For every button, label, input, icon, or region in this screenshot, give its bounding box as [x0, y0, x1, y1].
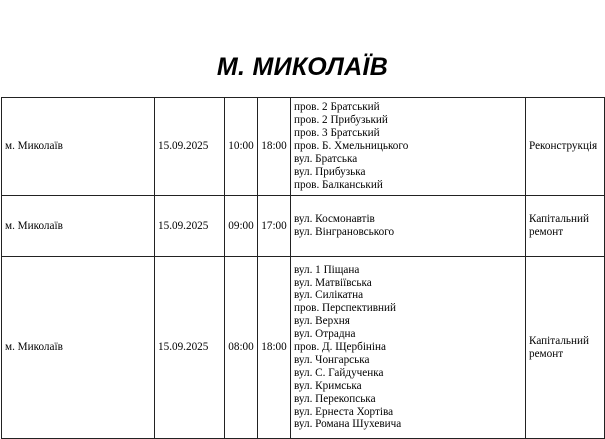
date-cell: 15.09.2025: [155, 98, 225, 196]
street-item: вул. С. Гайдученка: [294, 366, 384, 379]
table-body: [2, 98, 605, 439]
street-item: вул. 1 Піщана: [294, 263, 360, 276]
street-item: пров. Перспективний: [294, 302, 397, 315]
end-time-cell: 18:00: [258, 257, 291, 439]
street-item: вул. Перекопська: [294, 392, 376, 405]
work-type-cell: Капітальний ремонт: [526, 196, 605, 257]
start-time-cell: 10:00: [225, 98, 258, 196]
city-cell: м. Миколаїв: [2, 196, 155, 257]
street-item: пров. 2 Прибузький: [294, 114, 388, 127]
start-time-cell: 09:00: [225, 196, 258, 257]
streets-cell: [291, 196, 526, 257]
street-item: пров. 2 Братський: [294, 101, 380, 114]
end-time-cell: 18:00: [258, 98, 291, 196]
date-cell: 15.09.2025: [155, 257, 225, 439]
street-item: вул. Братська: [294, 152, 358, 165]
work-type-cell: Реконструкція: [526, 98, 605, 196]
street-item: пров. 3 Братський: [294, 127, 380, 140]
street-item: вул. Прибузька: [294, 165, 366, 178]
table-row: [2, 98, 605, 196]
street-item: пров. Балканський: [294, 178, 383, 191]
page-title: М. МИКОЛАЇВ: [216, 53, 389, 81]
street-item: вул. Чонгарська: [294, 353, 370, 366]
start-time-cell: 08:00: [225, 257, 258, 439]
street-item: вул. Верхня: [294, 315, 350, 328]
city-cell: м. Миколаїв: [2, 257, 155, 439]
work-type-cell: Капітальний ремонт: [526, 257, 605, 439]
street-item: вул. Отрадна: [294, 328, 356, 341]
street-item: вул. Вінграновського: [294, 226, 395, 238]
city-cell: м. Миколаїв: [2, 98, 155, 196]
street-item: пров. Д. Щербініна: [294, 341, 386, 354]
outage-schedule-table: [1, 97, 605, 439]
street-item: вул. Матвіївська: [294, 276, 372, 289]
streets-cell: [291, 98, 526, 196]
street-item: вул. Космонавтів: [294, 213, 375, 226]
end-time-cell: 17:00: [258, 196, 291, 257]
street-item: вул. Ернеста Хортіва: [294, 405, 394, 418]
street-item: вул. Силікатна: [294, 289, 364, 302]
street-item: пров. Б. Хмельницького: [294, 140, 409, 153]
street-item: вул. Романа Шухевича: [294, 418, 402, 431]
street-item: вул. Кримська: [294, 379, 362, 392]
table-row: [2, 257, 605, 439]
table-row: [2, 196, 605, 257]
streets-cell: [291, 257, 526, 439]
date-cell: 15.09.2025: [155, 196, 225, 257]
